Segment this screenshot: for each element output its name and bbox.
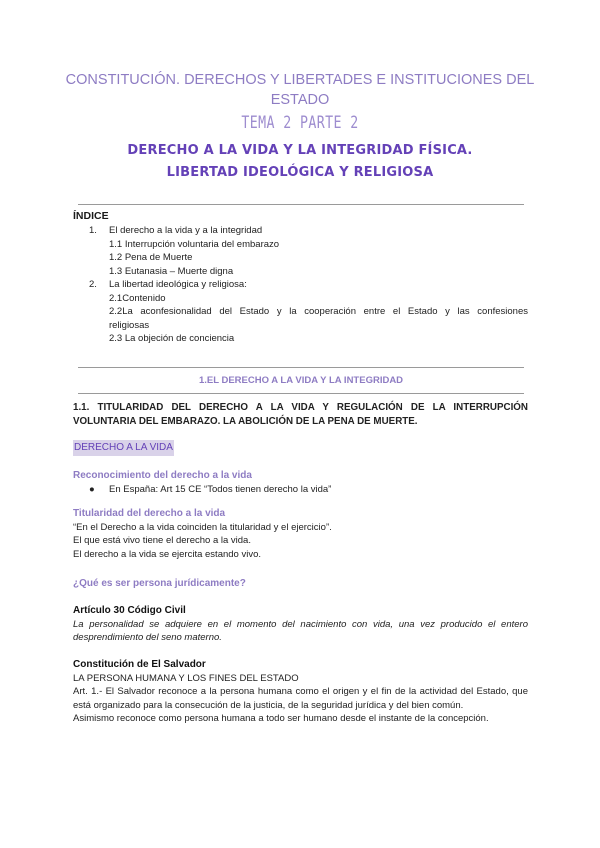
toc-item-label: 1.3 Eutanasia – Muerte digna [109,265,234,277]
section-heading: 1.EL DERECHO A LA VIDA Y LA INTEGRIDAD [198,375,404,386]
paragraph-line: “En el Derecho a la vida coinciden la titularidad y el ejercicio”. [73,521,332,533]
paragraph-line: El derecho a la vida se ejercita estando vivo. [73,548,261,560]
divider [78,204,524,205]
salvador-asimismo: Asimismo reconoce como persona humana a todo ser humano desde el instante de la concepción. [73,713,489,724]
toc-item-label: religiosas [109,319,150,331]
toc-item [73,319,528,333]
reconocimiento-block [73,469,528,496]
toc-item [73,265,528,279]
titularidad-block [73,507,528,561]
question-heading: ¿Qué es ser persona jurídicamente? [73,578,246,589]
titularidad-title: Titularidad del derecho a la vida [73,508,226,519]
highlighted-heading: DERECHO A LA VIDA [73,440,174,456]
toc-item-label: 1.2 Pena de Muerte [109,252,193,263]
bullet-icon: ● [89,483,95,495]
articulo-title: Artículo 30 Código Civil [73,605,186,616]
toc-item-number: 1. [89,225,97,236]
toc-item [73,292,528,306]
salvador-subtitle: LA PERSONA HUMANA Y LOS FINES DEL ESTADO [73,672,299,684]
course-title: CONSTITUCIÓN. DERECHOS Y LIBERTADES E INSTITUCIONES DEL ESTADO [65,72,535,108]
salvador-block [73,658,528,726]
articulo-text: La personalidad se adquiere en el momento del nacimiento con vida, una vez producido el entero desprendimiento del seno materno. [73,618,528,643]
document-subtitle: DERECHO A LA VIDA Y LA INTEGRIDAD FÍSICA. LIBERTAD IDEOLÓGICA Y RELIGIOSA [127,143,473,180]
index-title: ÍNDICE [73,210,109,222]
salvador-title: Constitución de El Salvador [73,659,206,670]
highlight-block [73,440,528,456]
toc-item [73,224,528,238]
toc-item-label: 1.1 Interrupción voluntaria del embarazo [109,238,280,250]
table-of-contents [73,224,528,346]
toc-item-label: 2.2La aconfesionalidad del Estado y la cooperación entre el Estado y las confesiones [109,306,528,317]
toc-item-label: 2.3 La objeción de conciencia [109,333,235,344]
salvador-article: Art. 1.- El Salvador reconoce a la persona humana como el origen y el fin de la actividad del Estado, que está organizado para la consecución de la justicia, de la seguridad jurídica y del bien común. [73,686,528,711]
toc-item-number: 2. [89,279,97,290]
toc-item [73,332,528,346]
divider [78,367,524,368]
paragraph-line: El que está vivo tiene el derecho a la vida. [73,535,251,546]
toc-item [73,305,528,319]
toc-item-label: 2.1Contenido [109,292,166,304]
toc-item [73,251,528,265]
list-item [73,483,528,497]
articulo-block [73,604,528,645]
toc-item-label: El derecho a la vida y a la integridad [109,225,263,236]
divider [78,393,524,394]
tema-label: TEMA 2 PARTE 2 [241,113,359,133]
toc-item [73,278,528,292]
subsection-heading: 1.1. TITULARIDAD DEL DERECHO A LA VIDA Y REGULACIÓN DE LA INTERRUPCIÓN VOLUNTARIA DEL EMBARAZO. LA ABOLICIÓN DE LA PENA DE MUERTE. [73,402,528,427]
toc-item [73,238,528,252]
list-item-text: En España: Art 15 CE “Todos tienen derecho la vida” [109,483,332,495]
toc-item-label: La libertad ideológica y religiosa: [109,279,247,290]
reconocimiento-title: Reconocimiento del derecho a la vida [73,470,252,481]
